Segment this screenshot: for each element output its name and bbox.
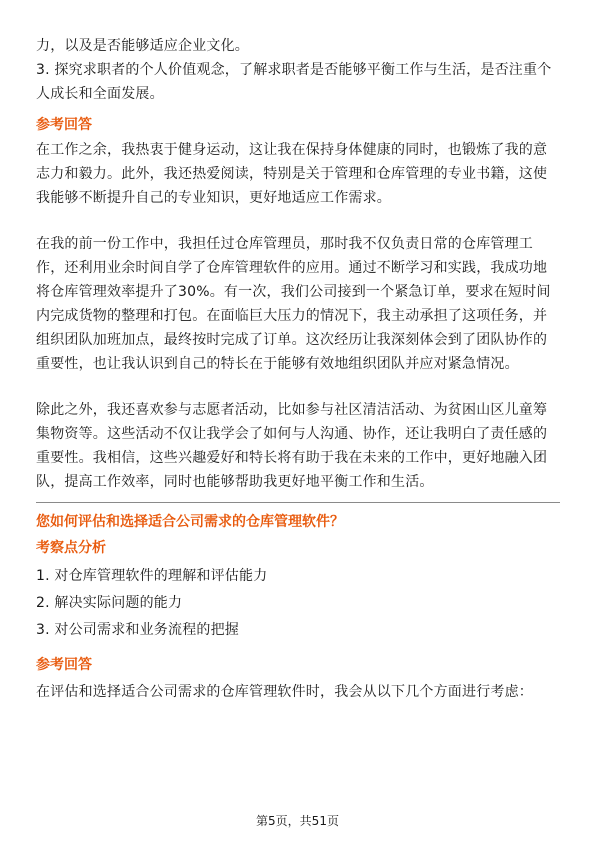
list-item: 2. 解决实际问题的能力: [36, 595, 183, 611]
text-line: 组织团队加班加点，最终按时完成了订单。这次经历让我深刻体会到了团队协作的: [36, 332, 548, 348]
text-line: 除此之外，我还喜欢参与志愿者活动，比如参与社区清洁活动、为贫困山区儿童筹: [36, 402, 548, 418]
paragraph-gap: [36, 376, 560, 398]
text-line: 在工作之余，我热衷于健身运动，这让我在保持身体健康的同时，也锻炼了我的意: [36, 142, 548, 158]
answer-paragraph-1: [36, 138, 560, 210]
text-line: 重要性，也让我认识到自己的特长在于能够有效地组织团队并应对紧急情况。: [36, 356, 519, 372]
list-item: 1. 对仓库管理软件的理解和评估能力: [36, 568, 268, 584]
question-title: 您如何评估和选择适合公司需求的仓库管理软件？: [36, 514, 344, 530]
text-line: 在我的前一份工作中，我担任过仓库管理员，那时我不仅负责日常的仓库管理工: [36, 236, 533, 252]
text-line: 内完成货物的整理和打包。在面临巨大压力的情况下，我主动承担了这项任务，并: [36, 308, 548, 324]
text-line: 队，提高工作效率，同时也能够帮助我更好地平衡工作和生活。: [36, 474, 434, 490]
answer-paragraph-3: [36, 398, 560, 494]
analysis-heading: 考察点分析: [36, 540, 106, 556]
text-line: 重要性。我相信，这些兴趣爱好和特长将有助于我在未来的工作中，更好地融入团: [36, 450, 548, 466]
list-item: 3. 对公司需求和业务流程的把握: [36, 622, 240, 638]
answer-heading: 参考回答: [36, 117, 92, 133]
text-line: 人成长和全面发展。: [36, 86, 164, 102]
text-line: 3. 探究求职者的个人价值观念，了解求职者是否能够平衡工作与生活，是否注重个: [36, 62, 552, 78]
intro-section: [36, 34, 560, 106]
text-line: 志力和毅力。此外，我还热爱阅读，特别是关于管理和仓库管理的专业书籍，这使: [36, 166, 548, 182]
text-line: 在评估和选择适合公司需求的仓库管理软件时，我会从以下几个方面进行考虑：: [36, 684, 533, 700]
document-page: [36, 34, 560, 704]
text-line: 我能够不断提升自己的专业知识，更好地适应工作需求。: [36, 190, 391, 206]
answer-paragraph-2: [36, 232, 560, 376]
analysis-points: [36, 563, 560, 644]
text-line: 作，还利用业余时间自学了仓库管理软件的应用。通过不断学习和实践，我成功地: [36, 260, 548, 276]
text-line: 集物资等。这些活动不仅让我学会了如何与人沟通、协作，还让我明白了责任感的: [36, 426, 548, 442]
section-divider: [36, 502, 560, 503]
paragraph-gap: [36, 210, 560, 232]
text-line: 将仓库管理效率提升了30%。有一次，我们公司接到一个紧急订单，要求在短时间: [36, 284, 551, 300]
page-number: 第5页，共51页: [256, 814, 339, 828]
answer-paragraph: [36, 680, 560, 704]
answer-heading: 参考回答: [36, 657, 92, 673]
text-line: 力，以及是否能够适应企业文化。: [36, 38, 249, 54]
